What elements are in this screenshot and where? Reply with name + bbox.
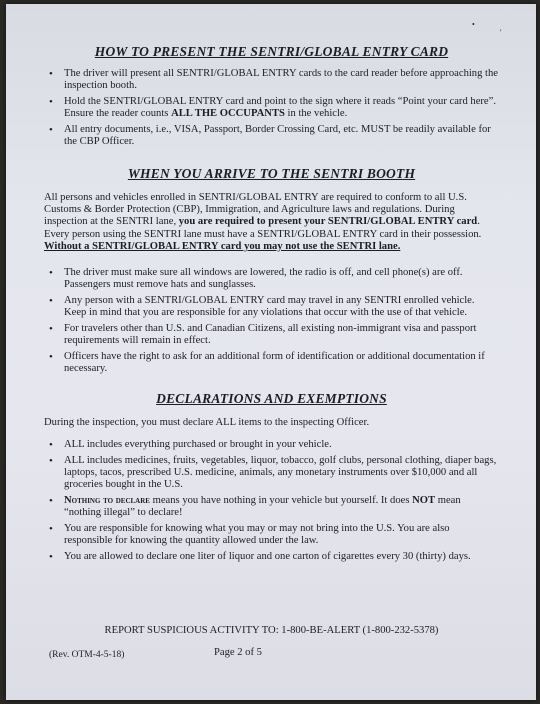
list-item-text: means you have nothing in your vehicle but yourself. It does (149, 495, 413, 507)
list-item (64, 96, 499, 120)
list-item: • Any person with a SENTRI/GLOBAL ENTRY card may travel in any SENTRI enrolled vehicle. Keep in mind that you are responsible for any violations that occur with the use of that vehicle. (64, 295, 499, 319)
list-item: • For travelers other than U.S. and Canadian Citizens, all existing non-immigrant visa and passport requirements will remain in effect. (64, 323, 499, 347)
booth-list (44, 267, 499, 375)
speck-mark: ' (500, 28, 502, 37)
present-card-list (44, 68, 499, 148)
section-title-sentri-booth: WHEN YOU ARRIVE TO THE SENTRI BOOTH (127, 166, 416, 181)
section-title-present-card: HOW TO PRESENT THE SENTRI/GLOBAL ENTRY CARD (94, 44, 449, 59)
report-hotline: REPORT SUSPICIOUS ACTIVITY TO: 1-800-BE-ALERT (1-800-232-5378) (104, 625, 439, 636)
list-item-text: in the vehicle. (284, 108, 348, 119)
booth-paragraph (44, 192, 499, 253)
list-item: • ALL includes medicines, fruits, vegetables, liquor, tobacco, golf clubs, personal clothing, diaper bags, laptops, tacos, prescribed U.S. medicine, animals, any monetary instruments over $10,000 and all groceries bought in the U.S. (64, 455, 499, 491)
lane-warning: Without a SENTRI/GLOBAL ENTRY card you may not use the SENTRI lane. (44, 240, 401, 252)
list-item: • You are responsible for knowing what you may or may not bring into the U.S. You are also responsible for knowing the quantity allowed under the law. (64, 523, 499, 547)
revision-code: (Rev. OTM-4-5-18) (49, 650, 125, 660)
list-item: • ALL includes everything purchased or brought in your vehicle. (64, 439, 499, 451)
paragraph-text: . Every person using the SENTRI lane must have a SENTRI/GLOBAL ENTRY card in their possession. (44, 216, 482, 240)
page-number: Page 2 of 5 (214, 647, 262, 658)
list-item: • All entry documents, i.e., VISA, Passport, Border Crossing Card, etc. MUST be readily available for the CBP Officer. (64, 124, 499, 148)
declarations-list (44, 439, 499, 563)
section-title-declarations: DECLARATIONS AND EXEMPTIONS (156, 391, 387, 407)
speck-mark: • (472, 20, 475, 29)
list-item-text: mean “nothing illegal” to declare! (64, 495, 461, 519)
list-item: • The driver will present all SENTRI/GLOBAL ENTRY cards to the card reader before approaching the inspection booth. (64, 68, 499, 92)
list-item: • Officers have the right to ask for an additional form of identification or additional documentation if necessary. (64, 351, 499, 375)
required-emphasis: you are required to present your SENTRI/GLOBAL ENTRY card (178, 216, 478, 228)
occupants-emphasis: ALL THE OCCUPANTS (171, 108, 285, 119)
nothing-to-declare-term: Nothing to declare (64, 495, 150, 507)
document-content (44, 44, 499, 660)
list-item: • The driver must make sure all windows are lowered, the radio is off, and cell phone(s) are off. Passengers must remove hats and sunglasses. (64, 267, 499, 291)
document-page (6, 4, 536, 700)
list-item: • You are allowed to declare one liter of liquor and one carton of cigarettes every 30 (thirty) days. (64, 551, 499, 563)
declarations-intro: During the inspection, you must declare ALL items to the inspecting Officer. (44, 417, 370, 429)
paragraph-text: All persons and vehicles enrolled in SENTRI/GLOBAL ENTRY are required to conform to all U.S. Customs & Border Protection (CBP), Immigration, and Agriculture laws and regulations. During inspection at the SENTRI lane, (44, 192, 467, 228)
not-emphasis: NOT (412, 495, 436, 507)
list-item (64, 495, 499, 519)
list-item-text: Hold the SENTRI/GLOBAL ENTRY card and point to the sign where it reads “Point your card here”. Ensure the reader counts (64, 96, 496, 119)
